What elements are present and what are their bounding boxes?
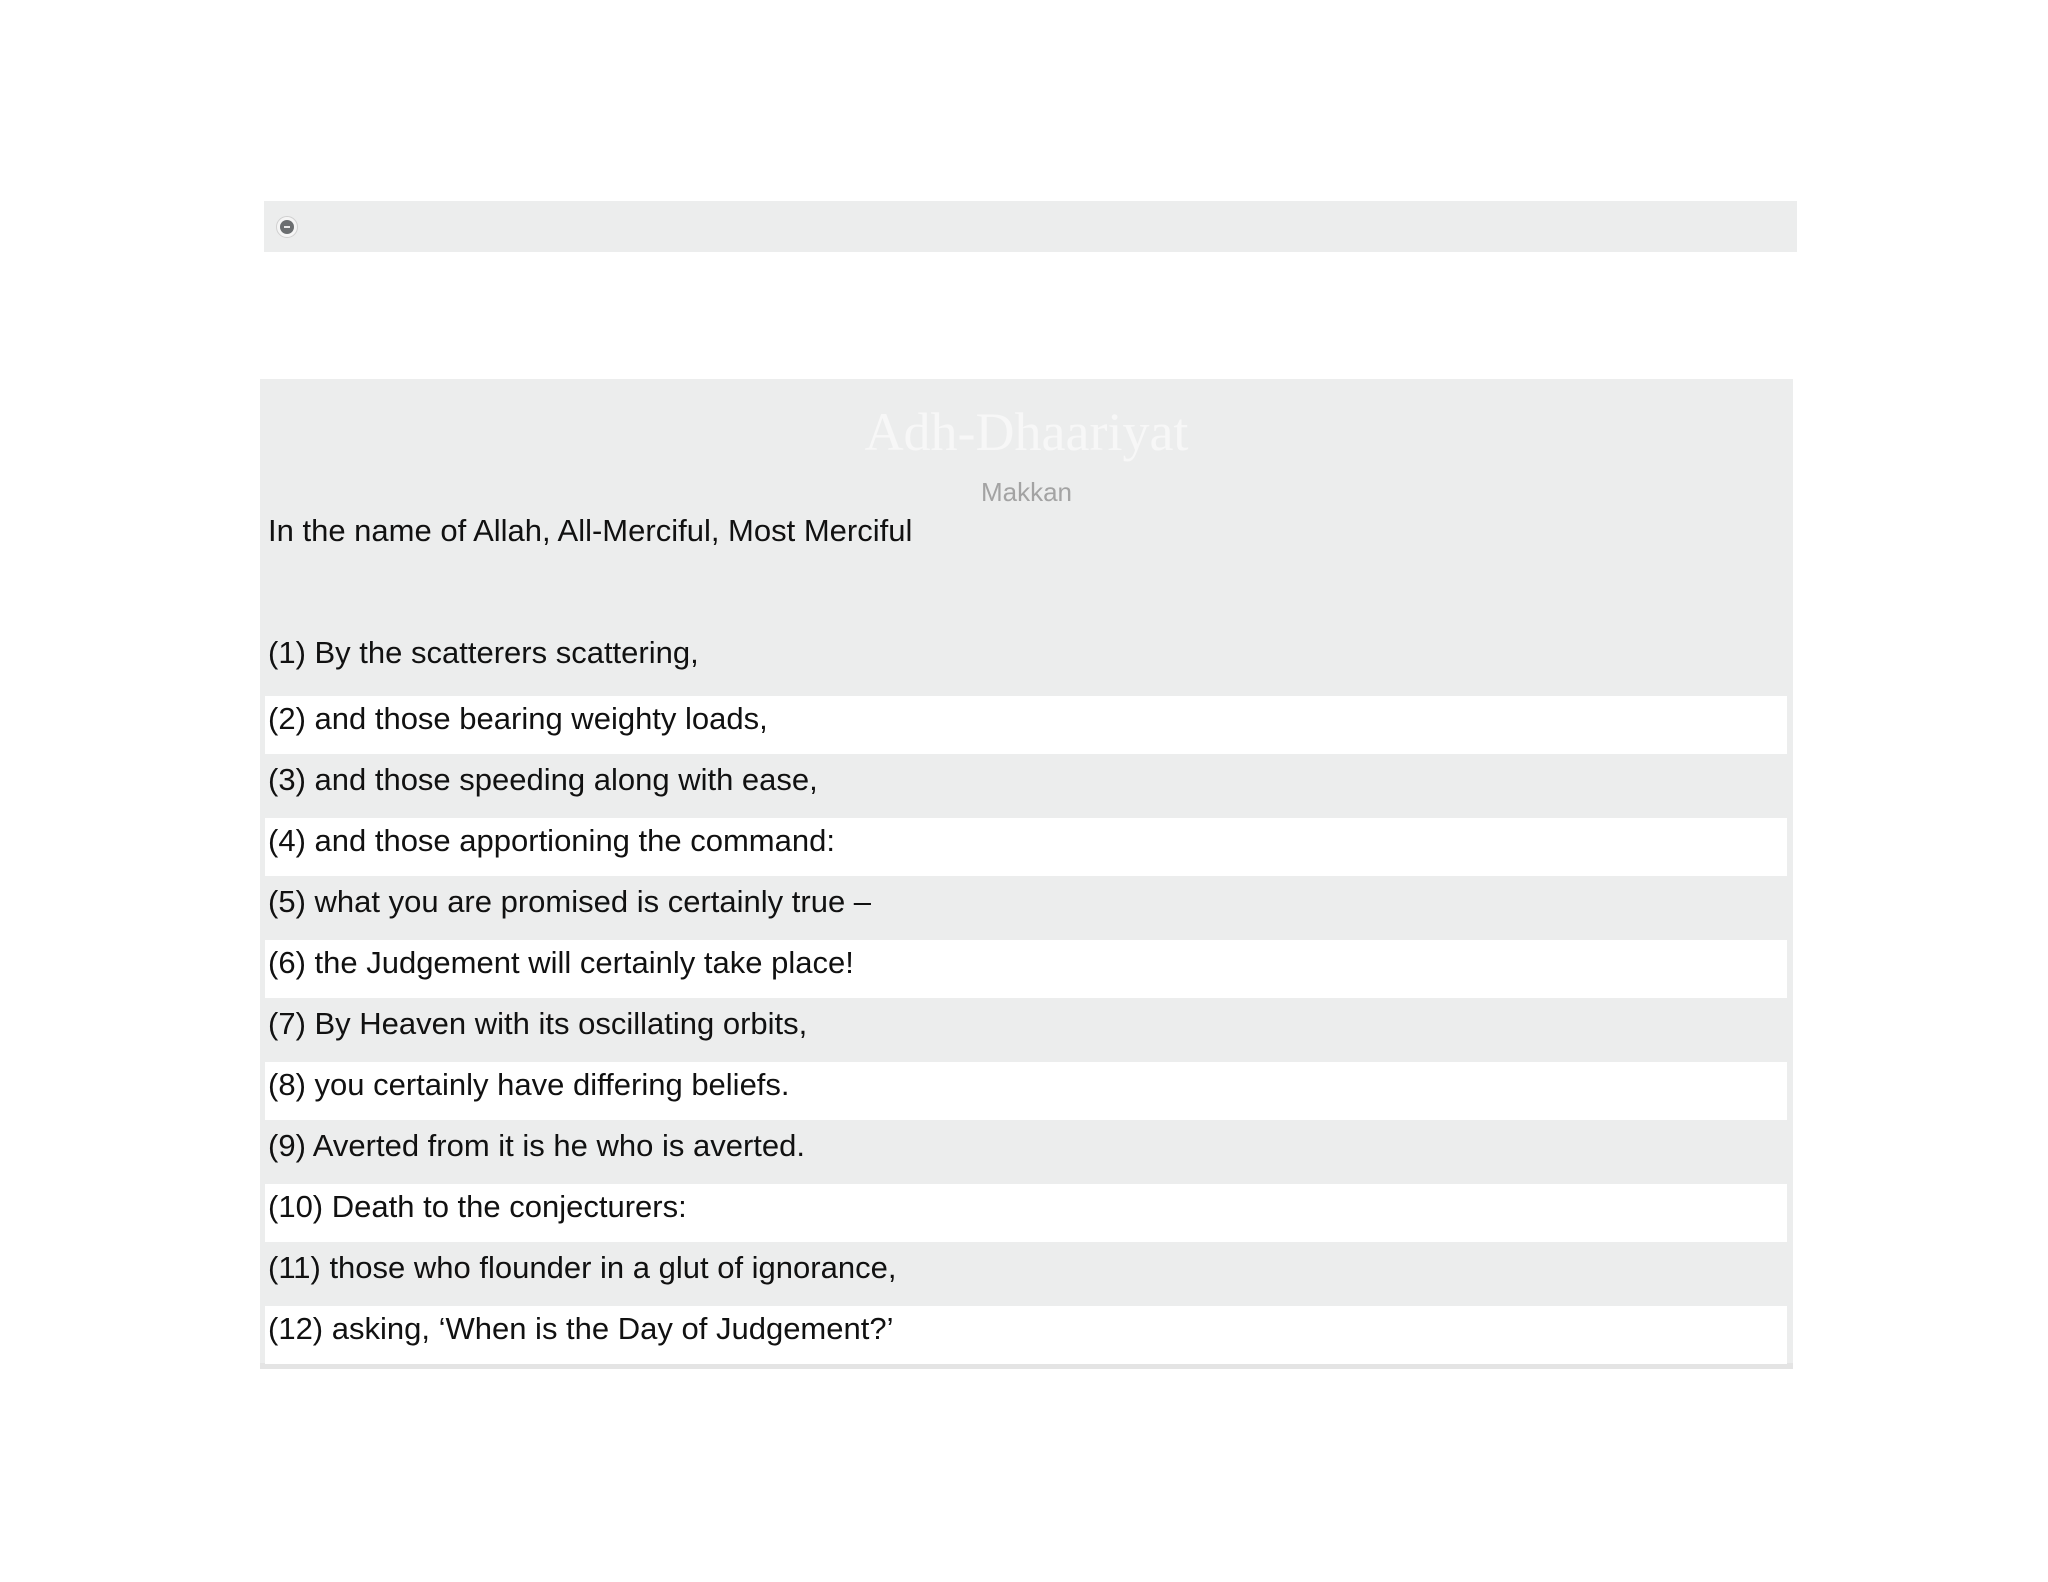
toolbar — [264, 201, 1797, 252]
verse-row: (5) what you are promised is certainly true – — [265, 879, 1787, 937]
minus-circle-icon-glyph — [280, 220, 294, 234]
surah-panel — [260, 379, 1793, 1369]
verse-row: (3) and those speeding along with ease, — [265, 757, 1787, 815]
verse-row: (7) By Heaven with its oscillating orbits, — [265, 1001, 1787, 1059]
verse-row: (1) By the scatterers scattering, — [265, 630, 1787, 688]
surah-type: Makkan — [980, 477, 1073, 507]
surah-title: Adh-Dhaariyat — [864, 402, 1189, 462]
verse-row: (4) and those apportioning the command: — [265, 818, 1787, 876]
verse-row: (2) and those bearing weighty loads, — [265, 696, 1787, 754]
basmala: In the name of Allah, All-Merciful, Most Merciful — [268, 513, 913, 548]
verse-row: (9) Averted from it is he who is averted. — [265, 1123, 1787, 1181]
verse-row: (12) asking, ‘When is the Day of Judgement?’ — [265, 1306, 1787, 1364]
verse-row: (11) those who flounder in a glut of ignorance, — [265, 1245, 1787, 1303]
verse-row: (8) you certainly have differing beliefs. — [265, 1062, 1787, 1120]
verse-row: (6) the Judgement will certainly take place! — [265, 940, 1787, 998]
minus-circle-icon[interactable] — [276, 216, 298, 238]
verse-row: (10) Death to the conjecturers: — [265, 1184, 1787, 1242]
